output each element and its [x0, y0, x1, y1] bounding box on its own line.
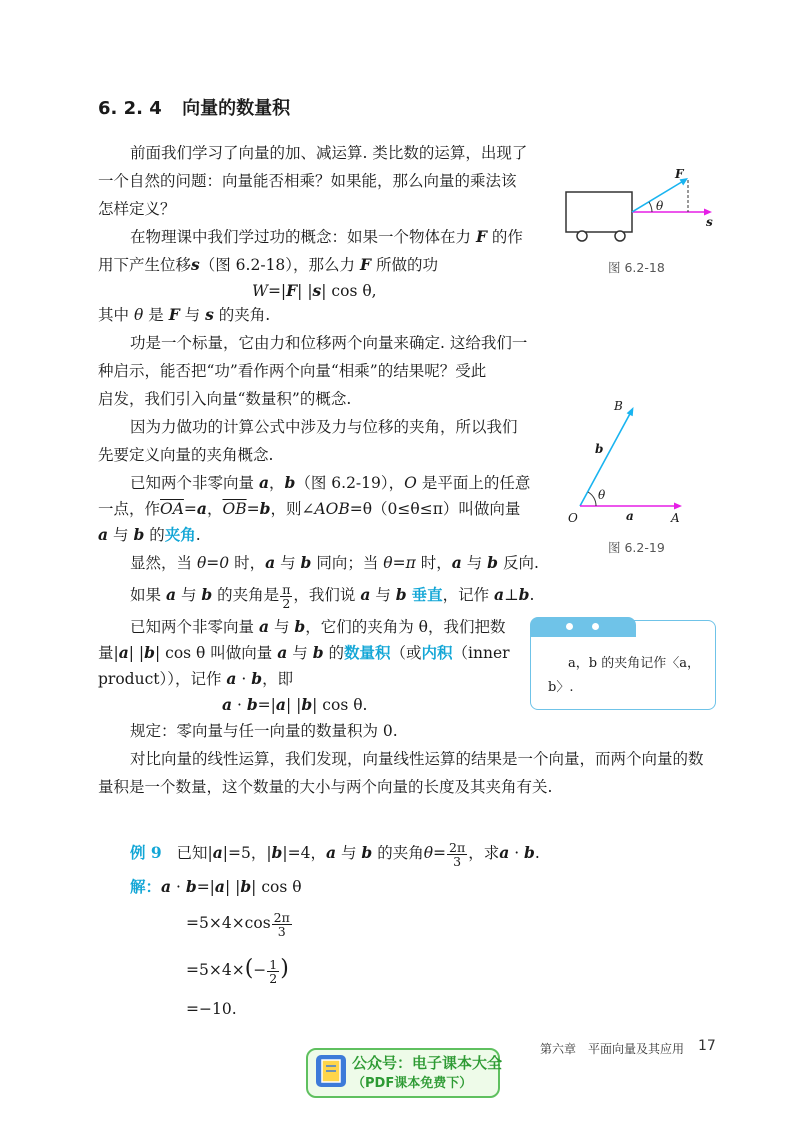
- vector-b: b: [361, 843, 373, 862]
- text: | |: [128, 644, 145, 662]
- para2-line1: [130, 226, 523, 248]
- vector-F: F: [475, 227, 487, 246]
- label-B: B: [614, 399, 623, 413]
- solution-line2: [186, 906, 293, 940]
- dot-symbol: ·: [509, 844, 525, 862]
- para8: [130, 580, 534, 610]
- text: 显然，当: [130, 554, 193, 572]
- symbol-W: W: [252, 282, 268, 300]
- text: ，我们说: [293, 586, 356, 604]
- math: θ=0: [196, 554, 230, 572]
- vector-b: b: [271, 843, 283, 862]
- angle-arc: [649, 202, 652, 212]
- text: 的夹角是: [217, 586, 280, 604]
- vector-b: b: [251, 669, 263, 688]
- denominator: 3: [277, 923, 286, 939]
- banner-line2: （PDF课本免费下）: [352, 1076, 473, 1091]
- denominator: 3: [453, 853, 462, 869]
- text: ，记作: [442, 586, 490, 604]
- text: ，求: [468, 844, 500, 862]
- term-inner-product: 内积: [421, 643, 453, 662]
- math: θ=π: [383, 554, 416, 572]
- numerator: 1: [269, 956, 278, 972]
- vector-b: b: [301, 695, 313, 714]
- para9-line2: [98, 642, 510, 664]
- text: .: [529, 586, 535, 604]
- vector-F: F: [168, 305, 180, 324]
- example-9: [130, 838, 540, 868]
- angle-arc: [588, 492, 596, 506]
- text: =|: [196, 878, 215, 896]
- para9-line1: [130, 616, 506, 638]
- vector-b: b: [300, 553, 312, 572]
- rule-text: 规定：零向量与任一向量的数量积为 0.: [130, 722, 398, 740]
- dot-symbol: ·: [171, 878, 186, 896]
- text: −: [253, 961, 267, 979]
- vector-a: a: [212, 843, 223, 862]
- text: ，则∠: [270, 500, 315, 518]
- vector-s: s: [312, 281, 322, 300]
- text: =5×4×cos: [186, 914, 271, 932]
- fraction: [272, 911, 292, 938]
- label-A: A: [671, 511, 680, 525]
- fraction: [447, 841, 467, 868]
- footer-chapter: 第六章 平面向量及其应用: [540, 1042, 685, 1056]
- term-angle: 夹角: [164, 525, 196, 544]
- text: 同向；当: [316, 554, 379, 572]
- vector-a: a: [325, 843, 337, 862]
- side-note-text: [548, 652, 704, 700]
- vector-a: a: [499, 843, 510, 862]
- symbol-theta: θ: [133, 306, 144, 324]
- para6-line1: [130, 472, 530, 494]
- vector-a: a: [277, 643, 288, 662]
- term-dot-product: 数量积: [343, 643, 391, 662]
- vector-b: b: [487, 553, 499, 572]
- book-icon: [316, 1055, 346, 1087]
- vector-b: b: [395, 585, 407, 604]
- vector-a: a: [451, 553, 462, 572]
- para7: [130, 552, 539, 574]
- text: 已知两个非零向量: [130, 474, 255, 492]
- text: 的作: [491, 228, 523, 246]
- para1-line3: 怎样定义？: [98, 200, 176, 218]
- text: 在物理课中我们学过功的概念：如果一个物体在力: [130, 228, 472, 246]
- text: |=4，: [282, 844, 326, 862]
- arrow-head: [674, 503, 682, 510]
- vector-a: a: [360, 585, 371, 604]
- fraction: [280, 583, 292, 610]
- vector-b: b: [294, 617, 306, 636]
- text: 已知两个非零向量: [130, 618, 255, 636]
- page-number: 17: [698, 1038, 716, 1054]
- vector-b: b: [133, 525, 145, 544]
- para4-line2: 种启示，能否把“功”看作两个向量“相乘”的结果呢？受此: [98, 362, 487, 380]
- vector-a: a: [226, 669, 237, 688]
- vector-a: a: [258, 473, 269, 492]
- text: =: [246, 500, 260, 518]
- vector-a: a: [275, 695, 286, 714]
- para6-line3: [98, 524, 201, 546]
- numerator: 2π: [449, 839, 466, 855]
- vector-F: F: [286, 281, 298, 300]
- text: 所做的功: [375, 256, 438, 274]
- text: （图 6.2-19），: [295, 474, 405, 492]
- angle-AOB: AOB: [314, 500, 350, 518]
- text: 量|: [98, 644, 119, 662]
- para9-line3: [98, 668, 293, 690]
- vector-b: b: [185, 877, 197, 896]
- text: | cos θ,: [321, 282, 377, 300]
- text: | |: [285, 696, 302, 714]
- vector-b: b: [144, 643, 155, 662]
- vector-b: b: [518, 585, 530, 604]
- text: 的夹角: [377, 844, 424, 862]
- numerator: π: [282, 581, 291, 597]
- vector-b: b: [284, 473, 296, 492]
- label-theta: θ: [598, 488, 606, 502]
- vector-b: b: [201, 585, 213, 604]
- dot-symbol: ·: [236, 670, 252, 688]
- text: 与: [273, 618, 290, 636]
- work-formula: [252, 280, 377, 302]
- dot-symbol: ·: [232, 696, 247, 714]
- vector-a: a: [118, 643, 129, 662]
- text: 其中: [98, 306, 130, 324]
- para6-line2: 一点，作$\overline{OA}=a$，$\overline{OB}=b$，则∠AOB=θ（0≤θ≤π）叫做向量: [98, 499, 521, 518]
- solution-label: 解：: [130, 877, 162, 896]
- text: 与: [184, 306, 201, 324]
- vector-a: a: [214, 877, 225, 896]
- vector-s: s: [191, 255, 200, 274]
- vector-OB: $\overline{OB}$: [222, 500, 247, 518]
- text: 时，: [234, 554, 266, 572]
- figure-6-2-19: [560, 396, 700, 526]
- vector-a: a: [161, 877, 172, 896]
- vector-b: b: [312, 643, 324, 662]
- text: =5×4×: [186, 961, 245, 979]
- text: 反向.: [502, 554, 539, 572]
- text: .: [534, 844, 540, 862]
- para2-line2: [98, 254, 438, 276]
- text: .: [195, 526, 201, 544]
- figure-6-2-18-caption: 图 6.2-18: [608, 260, 665, 275]
- solution-line4: =−10.: [186, 1000, 237, 1018]
- para10-line2: 量积是一个数量，这个数量的大小与两个向量的长度及其夹角有关.: [98, 778, 553, 796]
- fraction: [267, 958, 279, 985]
- vector-a: a: [258, 617, 269, 636]
- text: ，: [269, 474, 285, 492]
- numerator: 2π: [273, 909, 290, 925]
- label-O: O: [568, 511, 578, 525]
- vector-b: b: [246, 695, 258, 714]
- text: 与: [340, 844, 357, 862]
- vector-b-line: [580, 410, 632, 506]
- text: （图 6.2-18），那么力: [199, 256, 356, 274]
- label-s: s: [706, 215, 713, 229]
- side-note-tab: [530, 617, 636, 637]
- denominator: 2: [269, 970, 278, 986]
- denominator: 2: [282, 595, 291, 611]
- text: |=5，|: [222, 844, 272, 862]
- vector-a: a: [494, 585, 505, 604]
- cart-wheel: [577, 231, 587, 241]
- para5-line2: 先要定义向量的夹角概念.: [98, 446, 274, 464]
- text: 一点，作: [98, 500, 161, 518]
- text: 是: [148, 306, 164, 324]
- note-dot-icon: [566, 623, 573, 630]
- text: 的夹角.: [218, 306, 271, 324]
- text: 是平面上的任意: [421, 474, 531, 492]
- example-label: 例 9: [130, 843, 162, 862]
- paren-open: (: [244, 956, 254, 981]
- text: | cos θ: [251, 878, 302, 896]
- text: =θ（0≤θ≤π）叫做向量: [349, 500, 521, 518]
- vector-OA: $\overline{OA}$: [160, 500, 184, 518]
- label-a: a: [626, 509, 634, 523]
- label-theta: θ: [656, 199, 664, 213]
- text: 与: [466, 554, 483, 572]
- section-number: 6. 2. 4: [98, 98, 162, 119]
- vector-b: b: [259, 499, 271, 518]
- para4-line3: 启发，我们引入向量“数量积”的概念.: [98, 390, 352, 408]
- arrow-head: [627, 407, 634, 416]
- text: | |: [224, 878, 241, 896]
- figure-6-2-18: [560, 168, 720, 248]
- text: =|: [257, 696, 276, 714]
- vector-b: b: [240, 877, 252, 896]
- solution-line3: [186, 952, 289, 987]
- vector-a: a: [265, 553, 276, 572]
- text: 用下产生位移: [98, 256, 192, 274]
- text: 与: [280, 554, 296, 572]
- text: | |: [297, 282, 313, 300]
- term-perpendicular: 垂直: [411, 585, 443, 604]
- para5-line1: 因为力做功的计算公式中涉及力与位移的夹角，所以我们: [130, 418, 518, 436]
- vector-F: F: [359, 255, 371, 274]
- vector-b: b: [524, 843, 535, 862]
- text: 的: [328, 644, 344, 662]
- perp-symbol: ⊥: [504, 586, 519, 604]
- vector-a: a: [196, 499, 207, 518]
- text: 已知|: [176, 844, 213, 862]
- book-icon-graphic: [316, 1055, 346, 1087]
- vector-a: a: [98, 525, 109, 544]
- para1-line1: 前面我们学习了向量的加、减运算. 类比数的运算，出现了: [130, 144, 528, 162]
- section-title: 向量的数量积: [182, 98, 291, 119]
- cart-wheel: [615, 231, 625, 241]
- para4-line1: 功是一个标量，它由力和位移两个向量来确定. 这给我们一: [130, 334, 528, 352]
- para1-line2: 一个自然的问题：向量能否相乘？如果能，那么向量的乘法该: [98, 172, 517, 190]
- text: 时，: [420, 554, 452, 572]
- note-line2: b〉.: [548, 680, 574, 695]
- text: （inner: [452, 644, 510, 662]
- note-line1: a，b 的夹角记作〈a，: [568, 656, 700, 671]
- text: | cos θ 叫做向量: [155, 644, 273, 662]
- point-O: O: [404, 474, 417, 492]
- text: product）），记作: [98, 670, 222, 688]
- figure-6-2-19-caption: 图 6.2-19: [608, 540, 665, 555]
- dot-product-formula: [222, 694, 367, 716]
- vector-a: a: [222, 695, 233, 714]
- text: 的: [149, 526, 165, 544]
- text: =|: [267, 282, 287, 300]
- para10-line1: 对比向量的线性运算，我们发现，向量线性运算的结果是一个向量，而两个向量的数: [130, 750, 704, 768]
- text: | cos θ.: [312, 696, 368, 714]
- label-F: F: [675, 168, 684, 181]
- text: 如果: [130, 586, 162, 604]
- symbol-theta: θ=: [423, 844, 447, 862]
- vector-s: s: [205, 305, 214, 324]
- banner-line1: 公众号：电子课本大全: [352, 1054, 503, 1072]
- cart-body: [566, 192, 632, 232]
- note-dot-icon: [592, 623, 599, 630]
- para3: [98, 304, 270, 326]
- text: =: [183, 500, 197, 518]
- text: 与: [112, 526, 129, 544]
- paren-close: ): [280, 956, 289, 981]
- label-b: b: [595, 442, 604, 456]
- text: 与: [375, 586, 391, 604]
- solution-line1: [130, 876, 302, 898]
- text: 与: [292, 644, 308, 662]
- text: ，它们的夹角为 θ，我们把数: [305, 618, 506, 636]
- section-heading: [98, 98, 290, 120]
- text: ，即: [262, 670, 294, 688]
- text: 与: [180, 586, 197, 604]
- vector-a: a: [165, 585, 176, 604]
- text: （或: [390, 644, 422, 662]
